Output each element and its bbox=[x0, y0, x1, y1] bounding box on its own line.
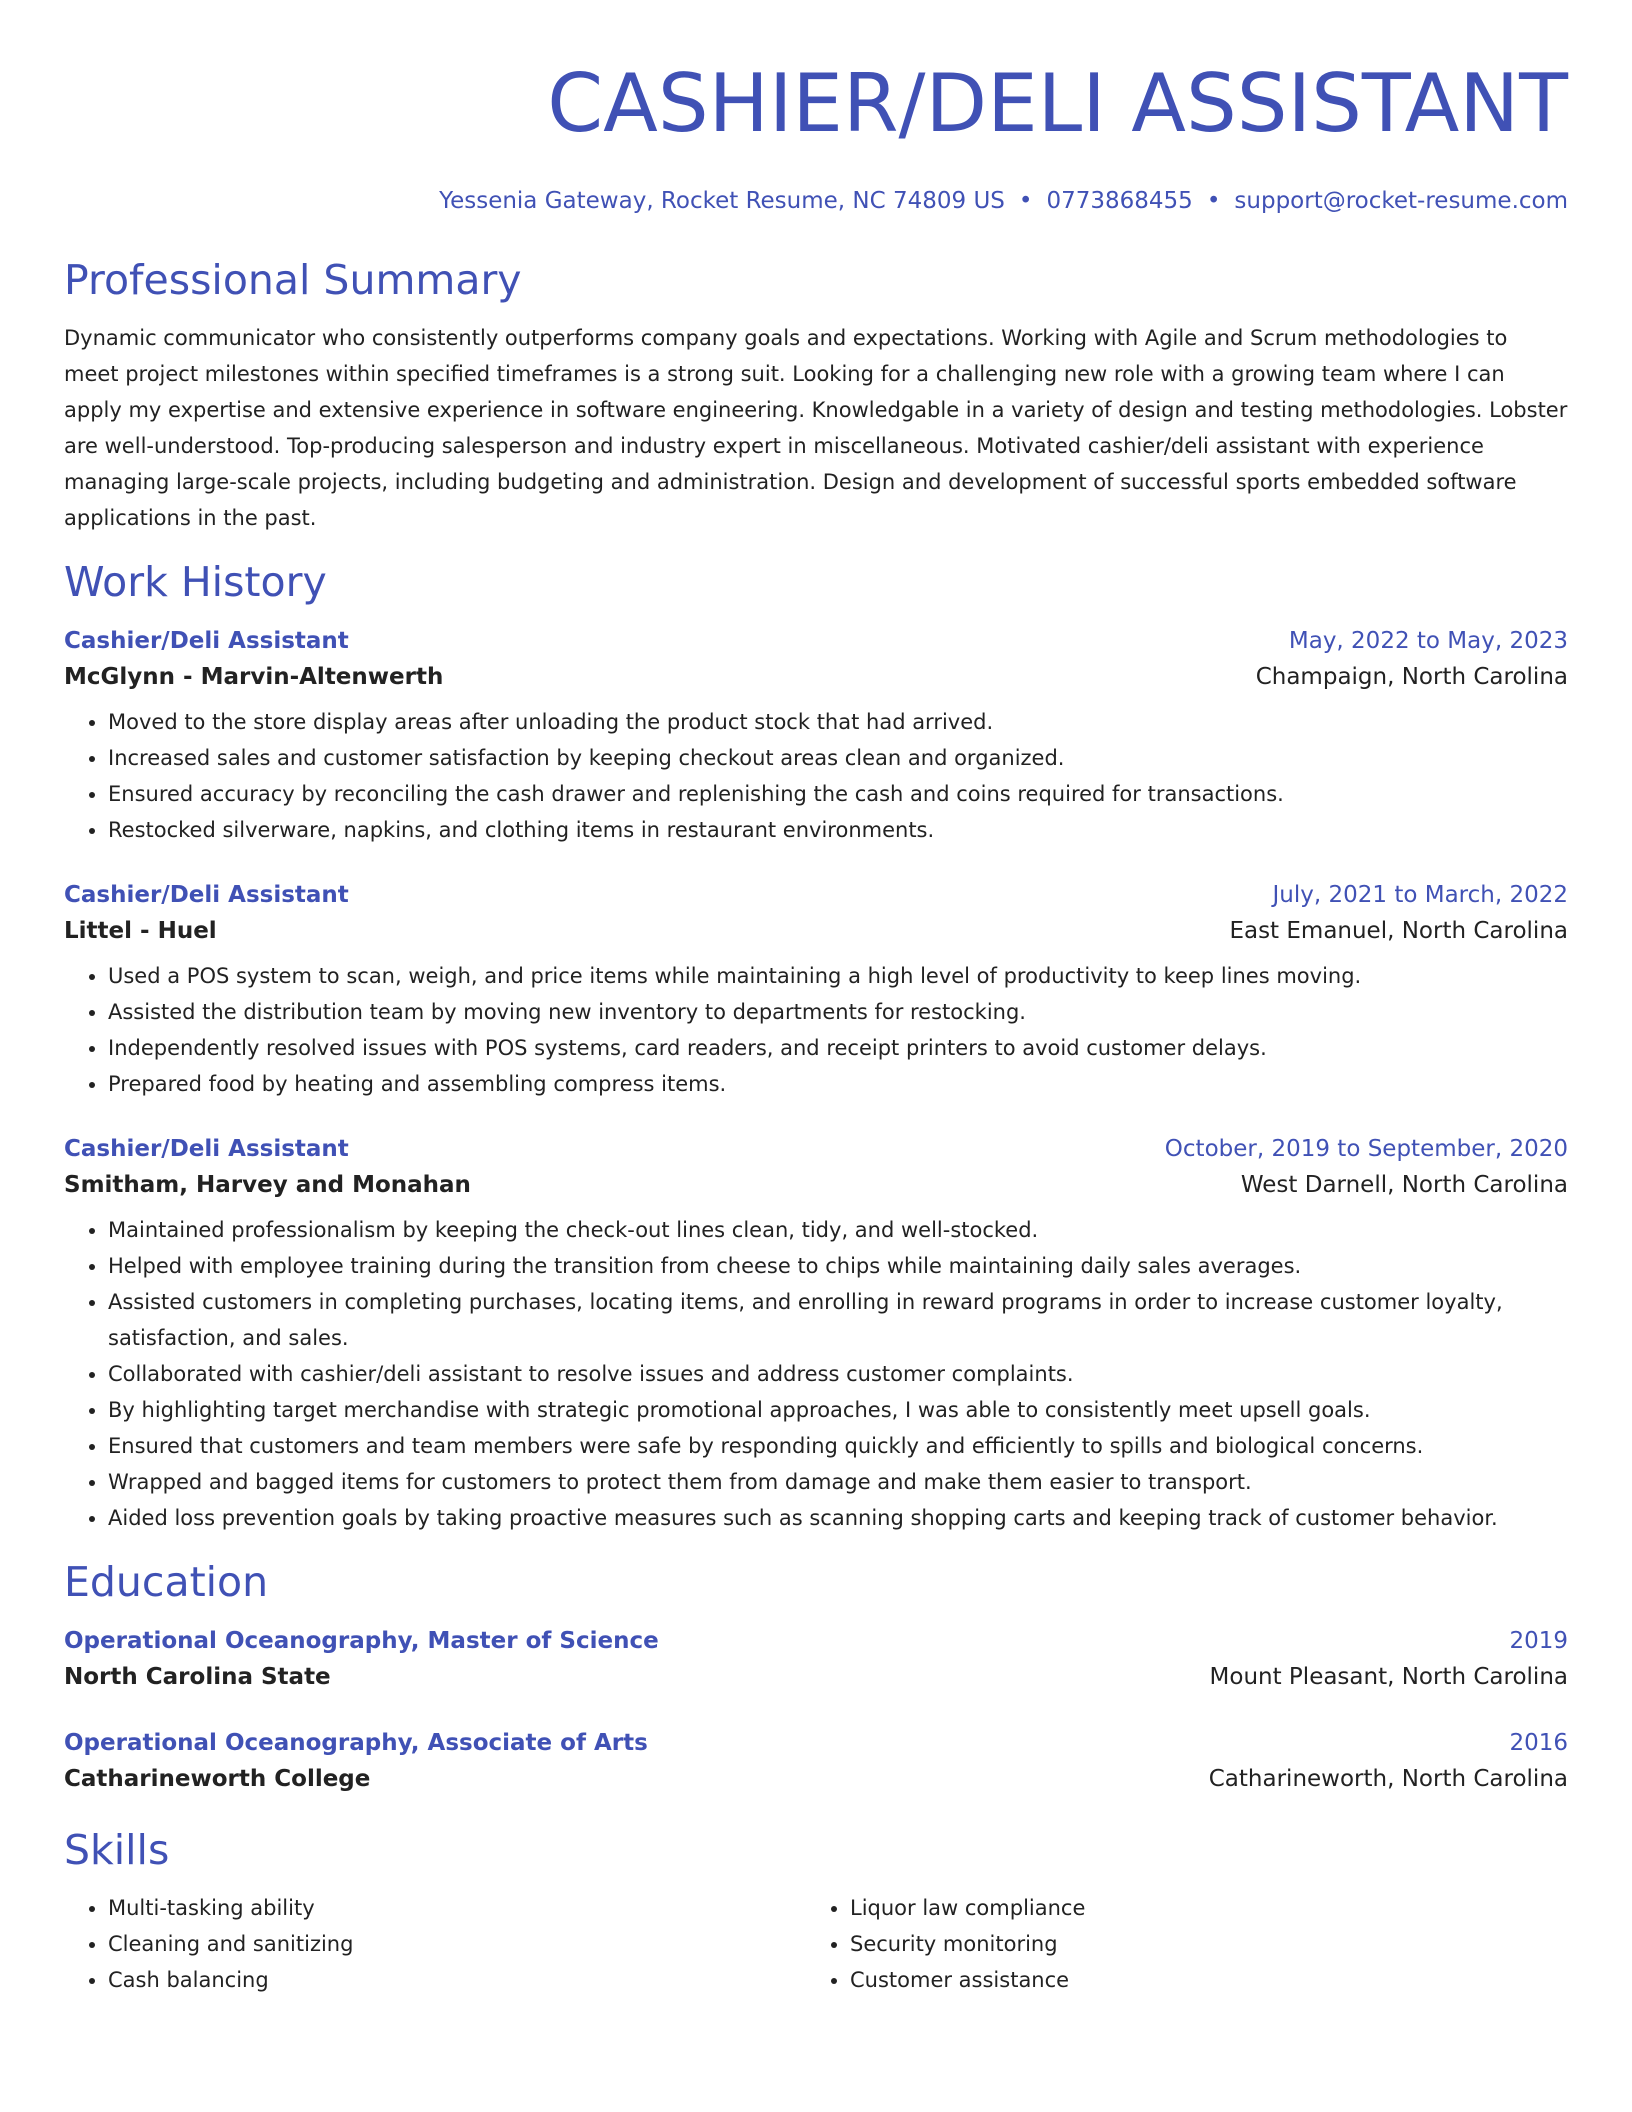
contact-line bbox=[64, 186, 1568, 216]
job-title: Cashier/Deli Assistant bbox=[64, 628, 349, 654]
job-company: Smitham, Harvey and Monahan bbox=[64, 1172, 471, 1198]
section-heading-summary: Professional Summary bbox=[64, 256, 522, 304]
education-school: North Carolina State bbox=[64, 1664, 331, 1690]
job-entry bbox=[64, 624, 1568, 848]
education-degree: Operational Oceanography, Master of Science bbox=[64, 1628, 659, 1654]
resume-title: CASHIER/DELI ASSISTANT bbox=[547, 57, 1568, 150]
education-school: Catharineworth College bbox=[64, 1766, 371, 1792]
job-bullet: • Helped with employee training during the transition from cheese to chips while maintaining daily sales averages. bbox=[108, 1248, 1568, 1284]
job-company-row bbox=[64, 1166, 1568, 1204]
job-dates: October, 2019 to September, 2020 bbox=[1164, 1136, 1568, 1162]
contact-separator: • bbox=[1018, 188, 1033, 214]
job-bullet: • Ensured accuracy by reconciling the cash drawer and replenishing the cash and coins required for transactions. bbox=[108, 776, 1568, 812]
section-heading-work-history: Work History bbox=[64, 558, 327, 606]
contact-address: Yessenia Gateway, Rocket Resume, NC 74809 US bbox=[439, 188, 1005, 214]
education-degree: Operational Oceanography, Associate of Arts bbox=[64, 1730, 648, 1756]
skill-item: • Cleaning and sanitizing bbox=[108, 1926, 806, 1962]
job-header-row bbox=[64, 878, 1568, 912]
contact-separator: • bbox=[1206, 188, 1221, 214]
job-bullet: • Increased sales and customer satisfaction by keeping checkout areas clean and organized. bbox=[108, 740, 1568, 776]
job-bullet: • Ensured that customers and team members were safe by responding quickly and efficiently to spills and biological concerns. bbox=[108, 1428, 1568, 1464]
education-school-row bbox=[64, 1658, 1568, 1696]
job-bullet: • Wrapped and bagged items for customers to protect them from damage and make them easier to transport. bbox=[108, 1464, 1568, 1500]
skill-item: • Liquor law compliance bbox=[850, 1890, 1548, 1926]
section-heading-skills: Skills bbox=[64, 1826, 170, 1874]
job-bullet: • Aided loss prevention goals by taking proactive measures such as scanning shopping carts and keeping track of customer behavior. bbox=[108, 1500, 1568, 1536]
contact-phone: 0773868455 bbox=[1046, 188, 1193, 214]
education-entry bbox=[64, 1624, 1568, 1696]
skill-item: • Security monitoring bbox=[850, 1926, 1548, 1962]
job-bullet: • Assisted customers in completing purchases, locating items, and enrolling in reward programs in order to increase customer loyalty, satisfaction, and sales. bbox=[108, 1284, 1568, 1356]
job-header-row bbox=[64, 624, 1568, 658]
skills-list-left bbox=[64, 1890, 806, 1998]
resume-page bbox=[64, 0, 1568, 1998]
summary-text: Dynamic communicator who consistently outperforms company goals and expectations. Working with Agile and Scrum methodologies to meet project milestones within specified timeframes is a strong suit. Looking for a challenging new role with a growing team where I can apply my expertise and extensive experience in software engineering. Knowledgable in a variety of design and testing methodologies. Lobster are well-understood. Top-producing salesperson and industry expert in miscellaneous. Motivated cashier/deli assistant with experience managing large-scale projects, including budgeting and administration. Design and development of successful sports embedded software applications in the past. bbox=[64, 326, 1568, 530]
job-company-row bbox=[64, 912, 1568, 950]
job-company: McGlynn - Marvin-Altenwerth bbox=[64, 664, 444, 690]
job-bullet: • Moved to the store display areas after unloading the product stock that had arrived. bbox=[108, 704, 1568, 740]
job-entry bbox=[64, 878, 1568, 1102]
education-header-row bbox=[64, 1726, 1568, 1760]
education-entry bbox=[64, 1726, 1568, 1798]
job-entry bbox=[64, 1132, 1568, 1536]
job-bullet: • Used a POS system to scan, weigh, and price items while maintaining a high level of productivity to keep lines moving. bbox=[108, 958, 1568, 994]
job-dates: July, 2021 to March, 2022 bbox=[1272, 882, 1568, 908]
contact-email: support@rocket-resume.com bbox=[1234, 188, 1568, 214]
work-history-section bbox=[64, 556, 1568, 1536]
job-bullet: • Assisted the distribution team by moving new inventory to departments for restocking. bbox=[108, 994, 1568, 1030]
skill-item: • Multi-tasking ability bbox=[108, 1890, 806, 1926]
job-bullet: • Prepared food by heating and assembling compress items. bbox=[108, 1066, 1568, 1102]
job-company-row bbox=[64, 658, 1568, 696]
skill-item: • Customer assistance bbox=[850, 1962, 1548, 1998]
job-bullet: • By highlighting target merchandise with strategic promotional approaches, I was able to consistently meet upsell goals. bbox=[108, 1392, 1568, 1428]
skills-list-right bbox=[806, 1890, 1548, 1998]
job-bullets bbox=[64, 704, 1568, 848]
summary-section bbox=[64, 254, 1568, 536]
skills-columns bbox=[64, 1882, 1568, 1998]
education-year: 2016 bbox=[1509, 1730, 1568, 1756]
education-location: Catharineworth, North Carolina bbox=[1208, 1766, 1568, 1792]
skill-item: • Cash balancing bbox=[108, 1962, 806, 1998]
education-location: Mount Pleasant, North Carolina bbox=[1209, 1664, 1568, 1690]
section-heading-education: Education bbox=[64, 1558, 269, 1606]
resume-header bbox=[64, 56, 1568, 216]
education-school-row bbox=[64, 1760, 1568, 1798]
job-dates: May, 2022 to May, 2023 bbox=[1288, 628, 1568, 654]
job-bullet: • Maintained professionalism by keeping the check-out lines clean, tidy, and well-stocked. bbox=[108, 1212, 1568, 1248]
job-company: Littel - Huel bbox=[64, 918, 217, 944]
job-location: Champaign, North Carolina bbox=[1255, 664, 1568, 690]
job-bullet: • Collaborated with cashier/deli assistant to resolve issues and address customer complaints. bbox=[108, 1356, 1568, 1392]
education-section bbox=[64, 1556, 1568, 1798]
education-header-row bbox=[64, 1624, 1568, 1658]
job-title: Cashier/Deli Assistant bbox=[64, 1136, 349, 1162]
skills-section bbox=[64, 1824, 1568, 1998]
job-bullet: • Independently resolved issues with POS systems, card readers, and receipt printers to avoid customer delays. bbox=[108, 1030, 1568, 1066]
job-location: East Emanuel, North Carolina bbox=[1229, 918, 1568, 944]
job-header-row bbox=[64, 1132, 1568, 1166]
education-year: 2019 bbox=[1509, 1628, 1568, 1654]
job-bullets bbox=[64, 1212, 1568, 1536]
job-bullets bbox=[64, 958, 1568, 1102]
job-location: West Darnell, North Carolina bbox=[1240, 1172, 1568, 1198]
job-title: Cashier/Deli Assistant bbox=[64, 882, 349, 908]
job-bullet: • Restocked silverware, napkins, and clothing items in restaurant environments. bbox=[108, 812, 1568, 848]
